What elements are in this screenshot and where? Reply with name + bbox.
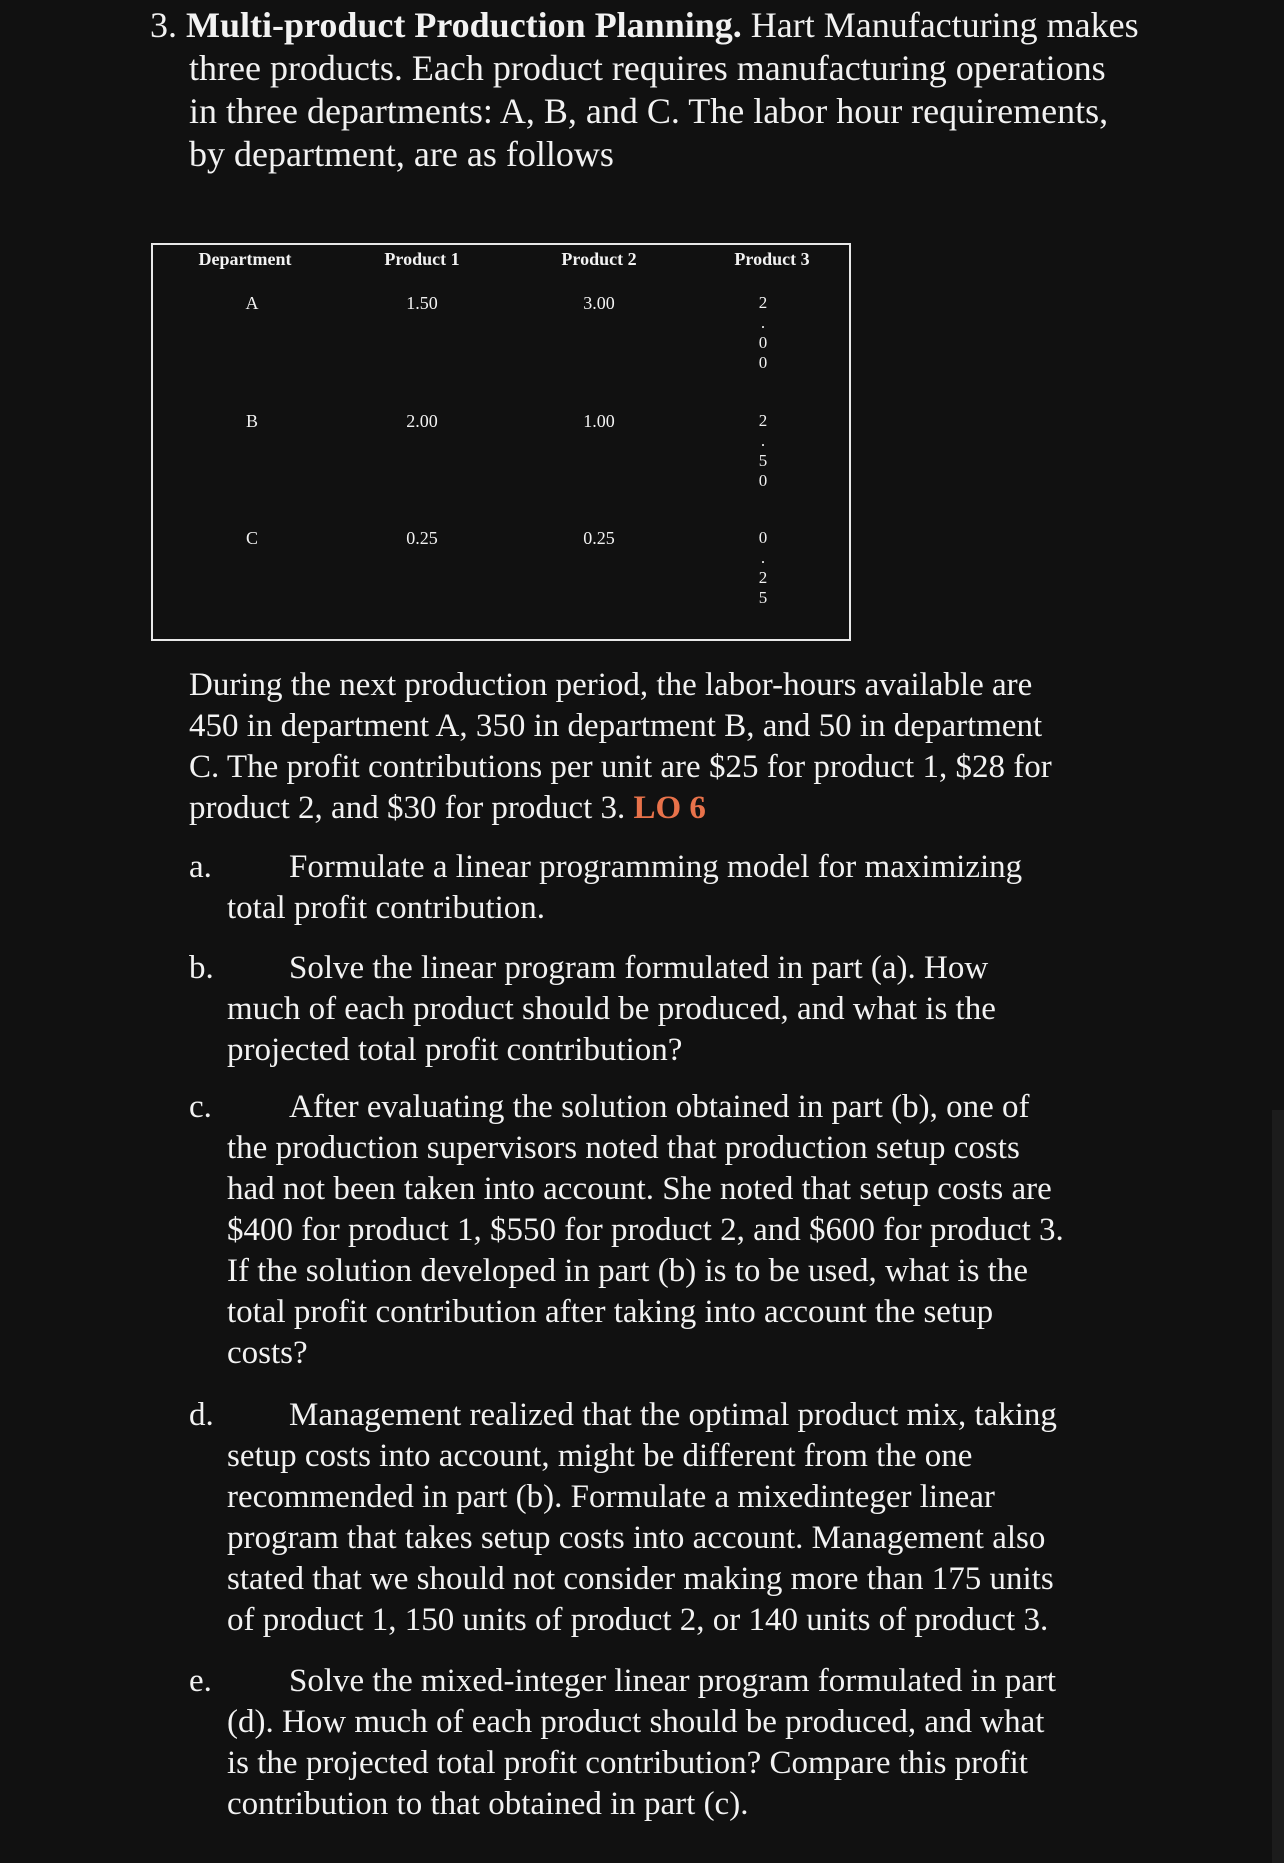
table-cell: 0.25 (583, 528, 615, 548)
table-cell: 2 . 0 0 (758, 293, 768, 372)
table-cell: A (245, 293, 259, 313)
problem-number: 3. (150, 5, 177, 45)
question-a: a. Formulate a linear programming model for maximizing total profit contribution. (189, 849, 1023, 926)
table-header: Department (198, 249, 292, 269)
scrollbar[interactable] (1272, 1110, 1284, 1863)
learning-objective-link[interactable]: LO 6 (633, 790, 706, 826)
intro-line: Hart Manufacturing makes (750, 5, 1139, 45)
labor-hours-table (151, 243, 851, 641)
question-c: c. After evaluating the solution obtained in part (b), one of the production supervisors noted that production setup costs had not been taken into account. She noted that setup costs are $400 for product 1, $550 for product 2, and $600 for product 3. If the solution developed in part (b) is to be used, what is the total profit contribution after taking into account the setup costs? (189, 1089, 1064, 1371)
table-cell: C (245, 528, 259, 548)
table-cell: 0 . 2 5 (758, 528, 768, 607)
question-e: e. Solve the mixed-integer linear program formulated in part (d). How much of each product should be produced, and what is the projected total profit contribution? Compare this profit contribution to that obtained in part (c). (189, 1663, 1056, 1822)
problem-title: Multi-product Production Planning. (186, 5, 742, 45)
table-cell: B (245, 411, 259, 431)
table-cell: 3.00 (583, 293, 615, 313)
question-d: d. Management realized that the optimal product mix, taking setup costs into account, might be different from the one recommended in part (b). Formulate a mixedinteger linear program that takes setup costs into account. Management also stated that we should not consider making more than 175 units of product 1, 150 units of product 2, or 140 units of product 3. (189, 1397, 1057, 1638)
table-cell: 2 . 5 0 (758, 411, 768, 490)
problem-heading (150, 4, 1150, 176)
table-header: Product 3 (734, 249, 810, 269)
intro-line: three products. Each product requires manufacturing operations (189, 48, 1106, 88)
intro-line: in three departments: A, B, and C. The labor hour requirements, (189, 91, 1109, 131)
question-b: b. Solve the linear program formulated in part (a). How much of each product should be produced, and what is the projected total profit contribution? (189, 950, 996, 1068)
table-header: Product 2 (561, 249, 637, 269)
table-cell: 2.00 (406, 411, 438, 431)
availability-paragraph: During the next production period, the labor-hours available are 450 in department A, 350 in department B, and 50 in department C. The profit contributions per unit are $25 for product 1, $28 for product 2, and $30 for product 3. LO 6 (189, 667, 1052, 826)
table-header: Product 1 (384, 249, 460, 269)
table-cell: 1.50 (406, 293, 438, 313)
table-cell: 0.25 (406, 528, 438, 548)
table-cell: 1.00 (583, 411, 615, 431)
intro-line: by department, are as follows (189, 134, 614, 174)
